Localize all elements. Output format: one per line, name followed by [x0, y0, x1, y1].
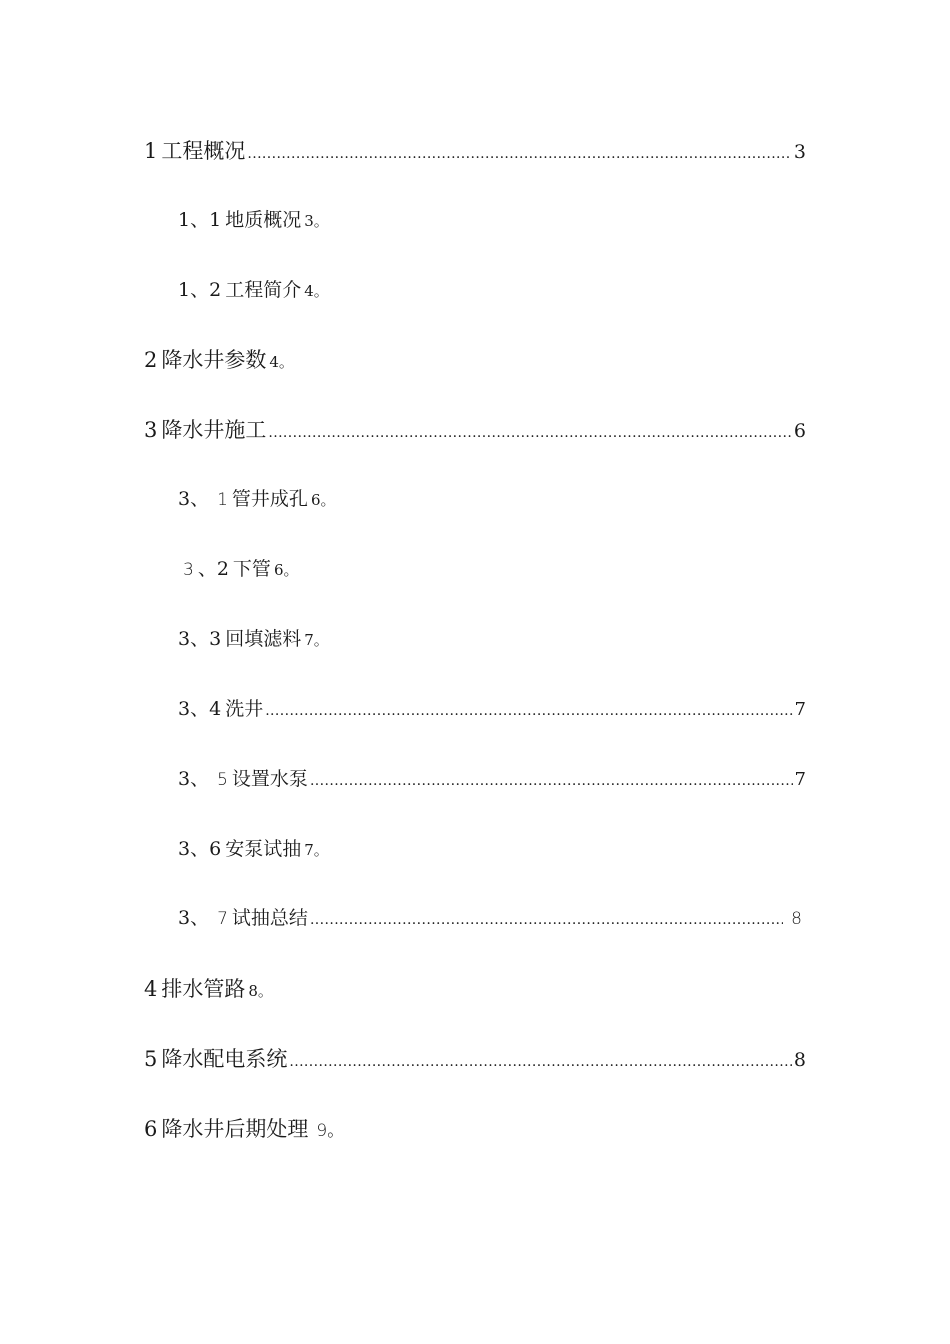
toc-entry-title: 工程概况	[161, 139, 246, 163]
toc-entry-page: 7	[794, 699, 806, 720]
toc-entry-page: 3。	[304, 212, 329, 230]
toc-dot-leader	[289, 1055, 792, 1069]
toc-entry-4[interactable]	[144, 979, 273, 1000]
toc-entry-page: 8	[791, 909, 802, 929]
toc-entry-number: 6	[144, 1117, 158, 1141]
toc-entry-page: 6。	[273, 561, 299, 579]
toc-entry-number-digit: 、2	[197, 558, 229, 580]
toc-entry-title: 下管	[232, 558, 271, 580]
toc-entry-title: 管井成孔	[231, 488, 308, 510]
toc-entry-number: 1、1	[178, 209, 222, 231]
toc-entry-3-3[interactable]	[178, 630, 329, 649]
toc-entry-title: 安泵试抽	[225, 838, 302, 860]
toc-entry-1-2[interactable]	[178, 281, 329, 300]
toc-dot-leader	[310, 774, 793, 788]
toc-entry-number: 3、6	[178, 838, 222, 860]
toc-entry-number: 2	[144, 348, 158, 372]
toc-entry-number: 4	[144, 977, 158, 1001]
toc-entry-page: 7。	[304, 841, 329, 859]
toc-entry-6[interactable]	[144, 1119, 344, 1140]
toc-entry-page: 4。	[269, 353, 294, 371]
toc-entry-page: 8	[793, 1049, 806, 1071]
toc-entry-title: 降水井参数	[161, 348, 267, 372]
toc-entry-title: 排水管路	[161, 977, 246, 1001]
toc-entry-page: 6。	[310, 491, 336, 509]
toc-entry-title: 降水配电系统	[161, 1047, 288, 1071]
toc-entry-number: 3、	[178, 768, 210, 790]
toc-entry-page: 4。	[304, 282, 329, 300]
toc-entry-page: 6	[793, 420, 806, 442]
toc-entry-number: 3、4	[178, 698, 222, 720]
toc-entry-title: 回填滤料	[225, 628, 302, 650]
toc-entry-number-digit: 5	[217, 770, 228, 790]
toc-entry-number: 3、	[178, 488, 210, 510]
toc-entry-1[interactable]	[144, 141, 806, 162]
toc-entry-3-1[interactable]	[178, 490, 335, 509]
toc-dot-leader	[247, 147, 792, 161]
toc-entry-number: 1	[144, 139, 158, 163]
toc-entry-3-6[interactable]	[178, 840, 329, 859]
toc-entry-page: 7。	[304, 631, 329, 649]
toc-entry-page: 7	[794, 769, 806, 790]
toc-entry-title: 降水井施工	[161, 418, 267, 442]
toc-entry-3[interactable]	[144, 420, 806, 441]
toc-entry-3-7[interactable]	[178, 909, 802, 928]
toc-entry-page: 3	[793, 141, 806, 163]
toc-entry-number: 3、	[178, 907, 210, 929]
toc-entry-page: 8。	[248, 982, 273, 1000]
toc-entry-number-digit: 1	[217, 490, 228, 510]
toc-dot-leader	[268, 426, 792, 440]
toc-entry-number: 5	[144, 1047, 158, 1071]
toc-entry-number: 3	[183, 560, 194, 580]
toc-entry-2[interactable]	[144, 350, 294, 371]
toc-entry-3-5[interactable]	[178, 770, 806, 789]
toc-entry-title: 工程简介	[225, 279, 302, 301]
toc-entry-1-1[interactable]	[178, 211, 329, 230]
toc-entry-number: 3、3	[178, 628, 222, 650]
toc-entry-number: 1、2	[178, 279, 222, 301]
toc-entry-title: 设置水泵	[231, 768, 308, 790]
toc-entry-number-digit: 7	[217, 909, 228, 929]
toc-entry-number: 3	[144, 418, 158, 442]
toc-dot-leader	[310, 913, 783, 927]
toc-entry-title: 降水井后期处理	[161, 1117, 309, 1141]
toc-entry-3-2[interactable]	[183, 560, 298, 579]
toc-entry-3-4[interactable]	[178, 700, 806, 719]
toc-entry-page: 9。	[316, 1121, 345, 1141]
toc-entry-title: 地质概况	[225, 209, 302, 231]
toc-dot-leader	[265, 704, 792, 718]
toc-entry-title: 洗井	[225, 698, 264, 720]
toc-entry-5[interactable]	[144, 1049, 806, 1070]
toc-entry-title: 试抽总结	[231, 907, 308, 929]
